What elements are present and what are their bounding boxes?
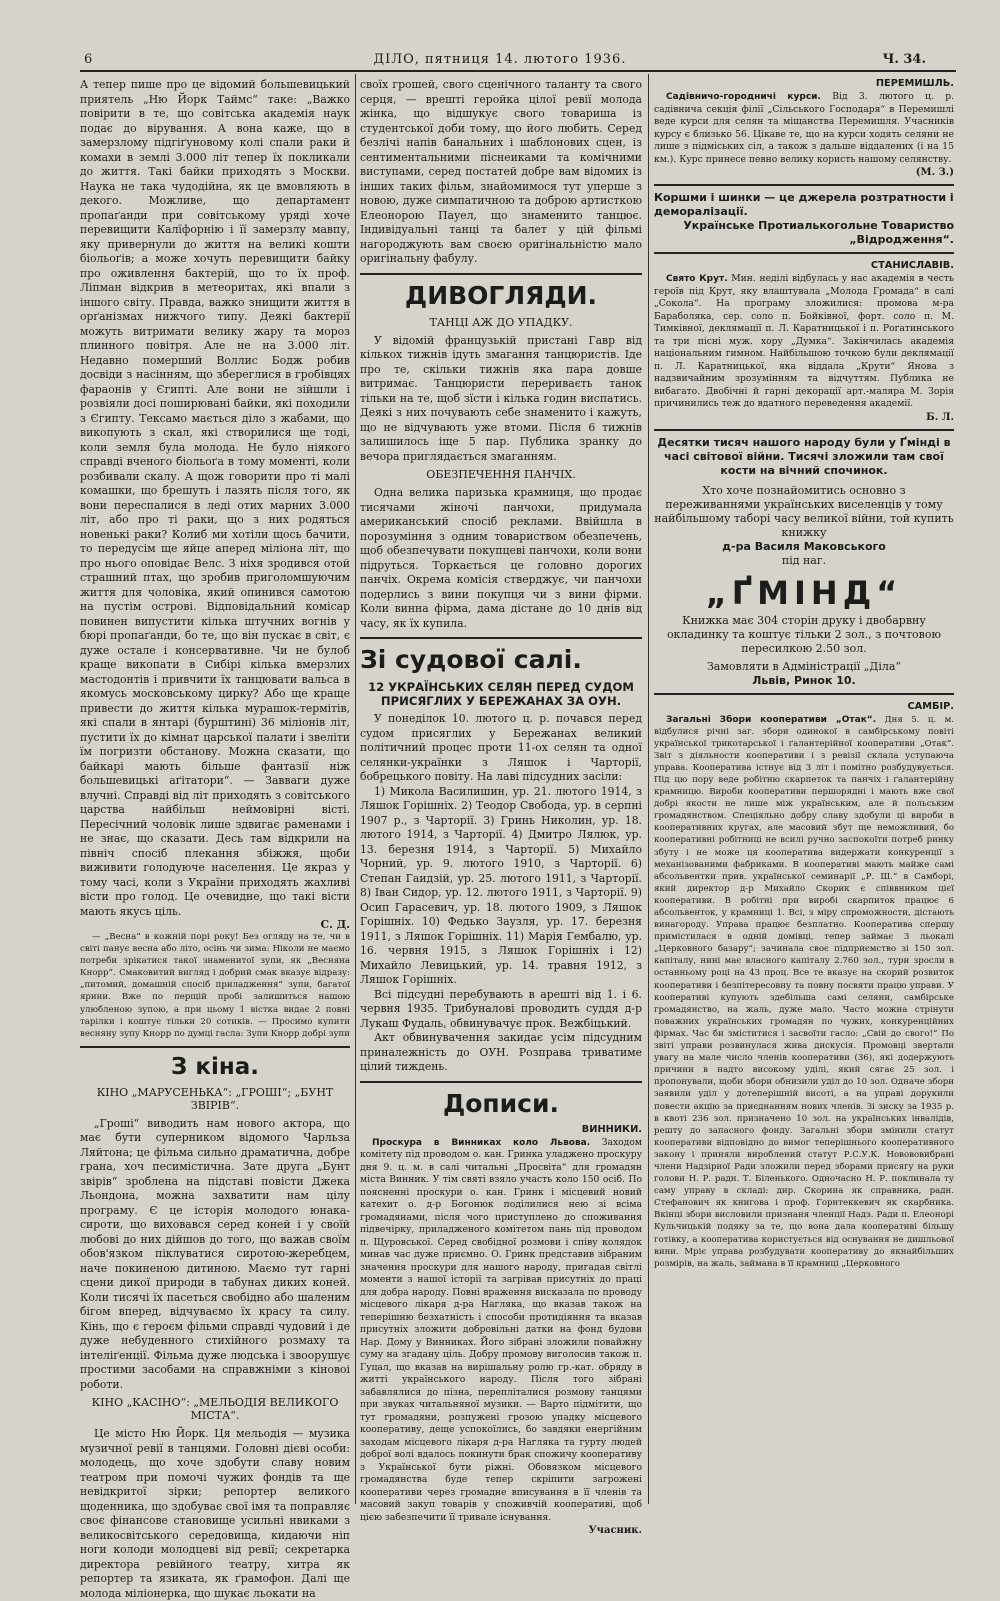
dopysy-title: Дописи. — [442, 1088, 560, 1118]
vynnyky-signature: Учасник. — [588, 1525, 642, 1536]
stanyslaviv-signature: Б. Л. — [926, 411, 954, 423]
stanyslaviv-text: Мин. неділі відбулась у нас академія в честь героїв під Крут, яку влаштувала „Молода Громада“ в салі „Сокола“. На програму зложилися: промова м-ра Бараболяка, сер. соло п. Бойківної, форт. соло п. М. Тимківної, деклямації п. Л. Каратницької і п. Рогатинського та три пісні муж. хору „Думка“. Закінчилась академія національним гимном. Найбільшою точкою були деклямації п. Л. Каратницької, яка віддала „Крути“ Янова з надзвичайним зрозумінням та відчуттям. Публика не вибагато. Двобічні й гарні декорації арт.-маляра М. Зорія причинились теж до вдатного переведення академії. — [654, 273, 955, 409]
vynnyky-text: Заходом комітету під проводом о. кан. Гринка уладжено проскуру дня 9. ц. м. в салі читальні „Просвіта“ для громадян міста Винник. У тім святі взяло участь коло 150 осіб. По поясненні проскури о. кан. Гринк і місцевий новий катехит о. д-р Богонюк поділилися нею зі всіма громадянами, після чого приступлено до споживання підвечірку, приладженого комітетом пань під проводом п. Щуровської. Серед свобідної розмови і співу колядок минав час дуже приємно. О. Гринк представив зібраним значення проскури для нашого народу, пригадав світлі моменти з нашої історії та загрівав присутніх до праці для добра народу. Повні враження висказала по проводу місцевого лікаря д-ра Нагляка, що вказав також на теперішню безхатність і способи протидіяння та вказав присутніх зложити добровільні датки на фонд будови Нар. Дому у Винниках. Його зібрані зложили повайжну суму на згадану ціль. Добру промову виголосив також п. Гуцал, що вказав на вирішальну ролю гр.-кат. обряду в житті українського народу. Після того зібрані забавлялися до пізна, перепліталися розмову танцями при звуках читальняної музики. — Варто підмітити, що тут громадяни, розпужені грозою упадку місцевого кооперативу, деще успокоїлись, бо завдяки енергійним заходам місцевого лікаря д-ра Нагляка та гурту людей доброї волі вдалось покинути брак спожичу кооперативу з Української бути ріжні. Обовязком місцевого громадянства буде тепер скріпити загрожені кооперативи через громадне вписування в її членів та масовий закуп товарів у споживчій кооперативі, щоб цією забезпечити її тривале існування. — [360, 1136, 643, 1523]
kino-marusenka-text: „Гроші“ виводить нам нового актора, що має бути суперником відомого Чарльза Ляйтона; це фільма сильно драматична, добре грана, хоч песимістична. Зате друга „Бунт звірів“ зроблена на підставі повісти Джека Льондона, можна захватити нам цілу програму. Є це історія молодого юнака-сироти, що виховався серед коней і у своїй любові до них дійшов до того, що важав своїм обов'язком піклуватися сиротою-жеребцем, наче покиненою дитиною. Маємо тут гарні сцени дикої природи в табунах диких коней. Коли тисячі їх пасеться свобідно або шаленим бігом вперед, відчуваємо їх красу та силу. Кінь, що є героєм фільми справді чудовий і де дуже небуденного стихійного розмаху та інтеліґенції. Фільма дуже людська і звоорушує простими засобами на справжніми з кіновоі роботи. — [80, 1116, 350, 1391]
stanyslaviv-lead: Свято Крут. — [666, 274, 728, 284]
kino-section-title: З кіна. — [171, 1053, 259, 1080]
kino-marusenka-subtitle: КІНО „МАРУСЕНЬКА“: „ГРОШІ“; „БУНТ ЗВІРІВ“. — [96, 1085, 334, 1112]
column-3 — [654, 78, 954, 1498]
vynnyky-place: ВИННИКИ. — [581, 1123, 642, 1135]
gmind-ad-address: Львів, Ринок 10. — [752, 673, 856, 687]
court-indictment-text: Акт обвинувачення закидає усім підсудним приналежність до ОУН. Розправа триватиме цілий тиждень. — [360, 1031, 642, 1073]
temperance-society: Українське Протиалькогольне Товариство „Відродження“. — [683, 219, 954, 246]
kino-continuation-text: своїх грошей, свого сценічного таланту та свого серця, — врешті геройка цілої ревії молода жінка, що відшукує свого товариша із студентської доби тому, що його любить. Серед безлічі напів банальних і шаблонових сцен, із сентиментальними піснеиками та комічними виступами, серед постатей добре вам відомих із інших таких фільм, знайомимося тут уперше з новою, дуже симпатичною та доброю артисткою Елеонорою Пауел, що знаменито танцює. Індивідуальні танці та балет у цій фільмі нагороджують вам своєю оригінальністю мало оригінальну фабулу. — [360, 78, 642, 265]
stanyslaviv-place: СТАНИСЛАВІВ. — [870, 260, 954, 271]
gmind-ad-order: Замовляти в Адміністрації „Діла“ — [706, 659, 902, 673]
sambir-text: Дня 5. ц. м. відбулися річні заг. збори одинокої в самбірському повіті української трикотарської і ґалантерійної кооперативи „Отак“. Звіт з діяльности кооперативи і з ревізії склала уступаюча управа. Кооператива істнує від 3 літ і помітно розбудувується. Під цю пору веде робітню скарпеток та панчіх і ґалантерійну крамницю. Вироби кооперативи першорядні і мають вже свої добрі якости не лише між українським, але й польським громадянством. Спеціяльно добру славу здобули ці вироби в кооперативних кругах, але масовий збут ще неможливий, бо кооперативні робітниці не всилі ручно заспокоїти потреб ринку збуту і не може ця кооператива видержати конкуренції з механізованими фабриками. В кооперативі мають майже самі абсольвентки прив. української семинарії „Р. Ш.“ в Самборі, який директор д-р Михайло Скорик є співвником цієї кооперативи. В робітні при виробі скарпиток працює 6 абсольвенток, у крамниці 1. Всі, з міру спроможности, дістають винагороду. Управа працює безплатно. Кооператива спершу примістилася в одній домівці, тепер займає 3 льокалі „Церковного базару“; зачинала своє підприємство зі 150 зол. капіталу, нині має власного капіталу 2.760 зол., тури зросли в останньому році на 43 проц. Все те вказує на скорий розвиток кооперативи і безпітересовну та повну посвяти працю управи. У кооперативі купують здебільша самі селяни, самбірське громадянство, на жаль, дуже мало. Часто можна стрінути поважних українських громадян по чужих, конкуренційних фірмах. Час би зміститися і засвоїти гасло: „Свій до свого!“ По звіті управи розвинулася жива дискусія. Промовці звертали увагу на мале число членів кооперативи (36), які додержують причини в надто високому уділі, який сягає 25 зол. і пропонували, щоби збори обнизили уділ до 10 зол. Одначе збори заявили уділ у дотеперішній висоті, а на управі дорукили повести акцію за приєднанням нових членів. Зі зиску за 1935 р. в квоті 236 зол. призначено 10 зол. на українських інвалідів, решту до запасного фонду. Загальні збори змінили статут кооперативи відповідно до вимог теперішнього кооперативного закону і приняли вироблений статут Р.С.У.К. Новововибрані члени Надзірної Ради зложили перед зборами присягу на руки голови Н. Р. радн. Т. Біленького. Одночасно Н. Р. поклинала ту саму управу в складі: дир. Скорина як справника, радн. Стефанович як книгова і проф. Горнтеккевич як скарбника. Вкінці збори висловили признаня членції Надз. Ради п. Елеонорі Кульчицькій подяку за те, що вона дала кооперативі більшу готівку, а кооператива користується від оснування не дишльової вини. Мріє управа розбудувати кооперативу до якнайбільших розмірів, на жаль, займана в її крамниці „Церковного — [654, 714, 954, 1269]
section-divider — [360, 637, 642, 639]
vynnyky-lead: Проскура в Винниках коло Львова. — [372, 1137, 591, 1148]
section-divider — [80, 1046, 350, 1048]
article-science-text: А тепер пише про це відомий большевицький приятель „Ню Йорк Таймс“ таке: „Важко повірити в те, що совітська академія наук подає до вірування. А вона каже, що в замерзлому підгіґуновому колі спали раки й комахи в землі 3.000 літ тепер їх покликали до життя. Такі байки приходять з Москви. Наука не така чудодійна, як це вмовляють в декого. Можливе, що департамент пропаґанди при совітському уряді хоче перевищити Калїфорнію і її замерзлу мавпу, яку привернули до життя на великі кошти біольоґів; а може хочуть перевищити байку про оживлення бактерій, що то їх проф. Ліпман відкрив в метеоритах, які впали з іншого світу. Правда, важко знищити життя в орґанізмах нижчого типу. Деякі бактерії можуть витримати велику жару та мороз плинного повітря. Але не на 3.000 літ. Недавно померший Воллис Бодж робив досвіди з насінням, що збереглися в гробівцях фараонів у Єгипті. Але вони не зійшли і розвіяли досі поширювані байки, які походили з Єгипту. Тексамо мається діло з жабами, що викопують з скал, які створилися ще тоді, коли земля була молода. Не було ніякого справді вченого біольоґа в тому моменті, коли розбивали скалу. А щож говорити про ті малі комашки, що брешуть і лазять після того, як вони переспалися в леді отих марних 3.000 літ, або про ті раки, що з них родяться новенькі раки? Колиб ми хотіли щось бачити, то передусім ще яйце аперед міліона літ, що про нього оповідає Велс. З ніхя зродився отой страшний птах, що зробив приголомшуючим життя для чоловіка, який опинився самотою на пустім острові. Відповідальний комісар повинен випустити кілька штучних вогнів у бюрі пропаґанди, бо те, що він пускає в світ, є дуже остале і консервативне. Чи не булоб краще викопати в Сибірі кілька вмерзлих мастодонтів і привчити їх танцювати вальса в якомусь московському цирку? Або ще краще привести до життя кілька мурашок-термітів, які спали в янтарі (бурштині) 36 міліонів літ, пустити їх до кімнат царської палати і звеліти їм погризти обстанову. Можна сказати, що байкарі мають більше фантазії ніж большевицькі аґітатори“. — Завваги дуже влучні. Справді від літ приходять з совітського царства найбільш неймовірні вісті. Пересічний чоловік лише здвигає раменами і не знає, що сказати. Десь там відкрили на північ спосіб плекання збіжжя, щоби виживити голодуюче населення. Це якраз у тому часі, коли з України приходять жахливі вісти про голод. Це очевидне, що такі вісти мають якусь ціль. — [80, 78, 350, 918]
gmind-ad-price: Книжка має 304 сторін друку і двобарвну окладинку та коштує тільки 2 зол., з почтовою пересилкою 2.50 зол. — [666, 613, 942, 655]
dyvohliady-title: ДИВОГЛЯДИ. — [404, 280, 598, 310]
court-title: Зі судової салі. — [360, 645, 582, 674]
peremyshl-signature: (М. З.) — [915, 167, 954, 178]
temperance-notice — [654, 184, 954, 254]
dance-text: У відомій французькій пристані Гавр від кількох тижнів ідуть змагання танцюристів. Іде про те, скільки тижнів яка пара довше витримає. Танцюристи перериваєть танок тільки на те, щоб зїсти і кілька годин виспатись. Деякі з них почувають себе знаменито і кажуть, що не відчувають уже втоми. Після 6 тижнів залишилось іще 5 пар. Публика зранку до вечора приглядається змаганням. — [360, 333, 642, 463]
column-rule-2 — [648, 74, 649, 1504]
page-number: 6 — [84, 52, 93, 67]
peremyshl-place: ПЕРЕМИШЛЬ. — [875, 78, 954, 89]
section-divider — [360, 1081, 642, 1083]
gmind-ad-headline: Десятки тисяч нашого народу були у Ґмінді в часі світової війни. Тисячі зложили там свої кости на вічний спочинок. — [657, 435, 951, 477]
header-rule — [80, 70, 956, 72]
kino-kasino-text: Це місто Ню Йорк. Ця мельодія — музика музичної ревії в танцями. Головні дієві особи: молодець, що хоче здобути славу новим театром при помочі чужих фондів та ще невідкритої зірки; репортер великого щоденника, що здобуває свої імя та поправляє своє фінансове становище усильні нвиками з великосвітського середовища, кидаючи ніп ноги колоди молодцеві від ревії; секретарка директора ревійного театру, хитра як репортер та язиката, як ґрамофон. Далі ще молода міліонерка, що шукає льокати на — [80, 1427, 350, 1600]
gmind-ad-intro: Хто хоче познайомитись основно з переживаннями українських виселенців у тому найбільшому таборі часу великої війни, той купить книжку — [654, 483, 954, 539]
peremyshl-lead: Садівничо-городничі курси. — [666, 92, 821, 102]
column-rule-1 — [355, 74, 356, 1504]
gmind-ad-title: „ҐМІНД“ — [705, 573, 903, 612]
gmind-ad-author: д-ра Василя Маковського — [722, 539, 886, 553]
temperance-slogan: Коршми і шинки — це джерела розтратности і деморалізації. — [654, 191, 954, 218]
gmind-book-ad — [654, 429, 954, 695]
knorr-ad-text: — „Весна“ в кожній порі року! Без огляду на те, чи в світі панує весна або літо, осінь чи зима: Ніколи не маємо потреби зрікатися такої знаменитої зупи, як „Весняна Кнорр“. Смаковитий вигляд і добрий смак вказує відразу: „питомий, домашній спосіб приладження“ зупи, багатої ярини. Вже по перщій пробі залишиться нашою улюбленою зупою, а при цьому 1 вістка видає 2 повні тарілки і коштує тільки 20 сотиків. — Просимо купити весняну зупу Кнорр по думці гасла: Зупи Кнорр добрі зупи — [80, 932, 350, 1039]
gmind-ad-undertitle: під наг. — [781, 553, 827, 567]
page-header — [44, 50, 956, 70]
kino-kasino-subtitle: КІНО „КАСІНО“: „МЕЛЬОДІЯ ВЕЛИКОГО МІСТА“. — [91, 1396, 339, 1423]
sambir-place: САМБІР. — [907, 700, 954, 712]
column-1 — [80, 78, 350, 1600]
stockings-subtitle: ОБЕЗПЕЧЕННЯ ПАНЧІХ. — [426, 468, 576, 481]
court-headline: 12 УКРАЇНСЬКИХ СЕЛЯН ПЕРЕД СУДОМ ПРИСЯГЛИХ У БЕРЕЖАНАХ ЗА ОУН. — [368, 680, 634, 708]
masthead-line: ДІЛО, пятниця 14. лютого 1936. — [373, 52, 627, 67]
article-science-signature: С. Д. — [320, 918, 350, 931]
peremyshl-text: Від 3. лютого ц. р. садівнича секція філії „Сільського Господаря“ в Перемишлі веде курси для селян та міщанства Перемишля. Учасників курсу є близько 56. Цікаве те, що на курси ходять селяни не лише з підміських сіл, а також з дальше віддалених (і на 15 км.). Курс принесе певно велику користь нашому селянству. — [654, 91, 954, 165]
sambir-lead: Загальні Збори кооперативи „Отак“. — [666, 714, 877, 725]
stockings-text: Одна велика паризька крамниця, що продає тисячами жіночі панчохи, придумала американський спосіб реклами. Ввійшла в порозуміння з одним товариством обезпечень, щоб обезпечувати покупцеві панчохи, коли вони підруться. Торкається це головно дорогих панчіх. Окрема комісія стверджує, чи панчохи подерлись з вини покупця чи з вини фірми. Коли винна фірма, дама дістане до 10 днів від часу, як їх купила. — [360, 486, 642, 630]
section-divider — [360, 273, 642, 275]
court-detention-text: Всі підсудні перебувають в арешті від 1. і 6. червня 1935. Трибуналові проводить суддя д-р Лукаш Фудаль, обвинувачує прок. Вежбіцький. — [360, 987, 642, 1030]
court-defendants-list: 1) Микола Василишин, ур. 21. лютого 1914, з Ляшок Горішніх. 2) Теодор Свобода, ур. в серпні 1907 р., з Чарторії. 3) Гринь Николин, ур. 18. лютого 1914, з Чарторії. 4) Дмитро Лялюк, ур. 13. березня 1914, з Чарторії. 5) Михайло Чорний, ур. 9. лютого 1910, з Чарторії. 6) Степан Гаидзій, ур. 25. лютого 1911, з Чарторії. 8) Іван Сидор, ур. 12. лютого 1911, з Чарторії. 9) Осип Гарасевич, ур. 18. лютого 1909, з Ляшок Горішніх. 10) Федько Заузля, ур. 17. березня 1911, з Ляшок Горішніх. 11) Марія Гембалю, ур. 16. червня 1915, з Ляшок Горішніх і 12) Михайло Левицький, ур. 14. травня 1912, з Ляшок Горішніх. — [360, 784, 642, 986]
column-2 — [360, 78, 643, 1536]
court-intro-text: У понеділок 10. лютого ц. р. почався перед судом присяглих у Бережанах великий політичний процес проти 11-ох селян та одної селянки-українки з Ляшок і Чарторії, бобрецького повіту. На лаві підсудних засіли: — [360, 712, 642, 783]
issue-number: Ч. 34. — [882, 52, 926, 67]
dance-subtitle: ТАНЦІ АЖ ДО УПАДКУ. — [429, 315, 573, 329]
